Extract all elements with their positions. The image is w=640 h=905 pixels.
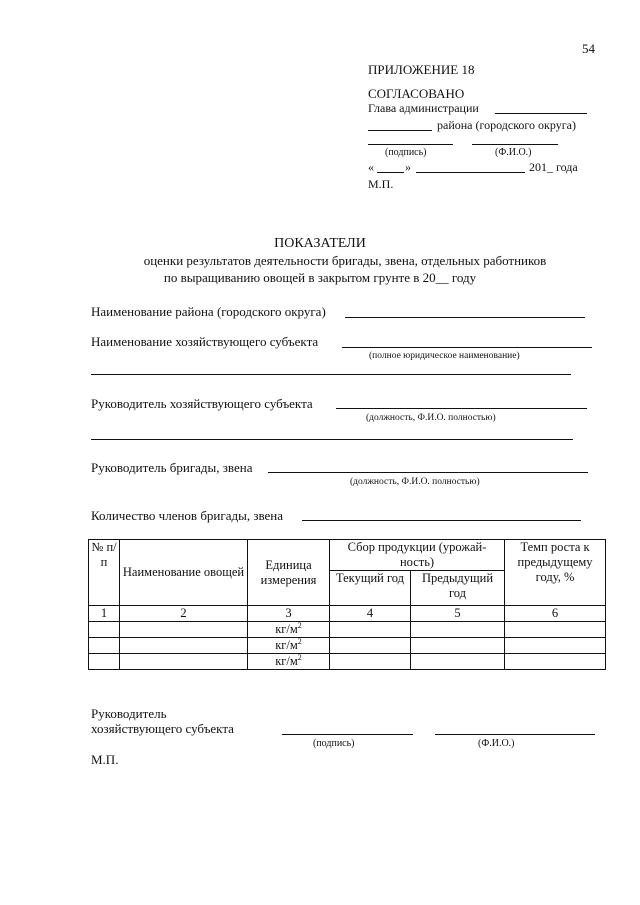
cell[interactable] (120, 654, 248, 670)
col-number: 5 (411, 606, 505, 622)
cell[interactable] (330, 638, 411, 654)
stamp-top: М.П. (368, 177, 394, 191)
agreed-label: СОГЛАСОВАНО (368, 86, 465, 101)
header-growth: Темп роста к предыдущему году, % (505, 540, 606, 606)
brigade-head-label: Руководитель бригады, звена (91, 460, 253, 475)
brigade-head-line[interactable] (268, 472, 588, 473)
header-num: № п/п (89, 540, 120, 606)
members-count-label: Количество членов бригады, звена (91, 508, 284, 523)
cell[interactable] (411, 654, 505, 670)
unit-cell: $кг/м^2$ (248, 622, 330, 638)
sign-line (368, 144, 453, 145)
table-row (89, 622, 606, 638)
cell[interactable] (330, 654, 411, 670)
district-name-label: Наименование района (городского округа) (91, 304, 326, 319)
indicators-table (88, 539, 606, 670)
fio-caption: (Ф.И.О.) (495, 147, 532, 158)
entity-head-line-2[interactable] (91, 439, 573, 440)
year-label: 201_ года (529, 160, 578, 174)
unit-cell: $кг/м^2$ (248, 638, 330, 654)
cell[interactable] (411, 622, 505, 638)
footer-fio-caption: (Ф.И.О.) (478, 738, 515, 749)
col-number: 4 (330, 606, 411, 622)
col-number: 3 (248, 606, 330, 622)
fio-line (472, 144, 558, 145)
cell[interactable] (89, 622, 120, 638)
header-current: Текущий год (330, 571, 411, 606)
footer-sign-line[interactable] (282, 734, 413, 735)
col-number: 2 (120, 606, 248, 622)
page-number: 54 (582, 41, 595, 56)
doc-subtitle-1: оценки результатов деятельности бригады, звена, отдельных работников (143, 253, 547, 268)
entity-name-line[interactable] (342, 347, 592, 348)
entity-name-label: Наименование хозяйствующего субъекта (91, 334, 319, 349)
date-open-quote: « (368, 160, 374, 174)
col-number: 6 (505, 606, 606, 622)
cell[interactable] (120, 638, 248, 654)
header-previous: Предыдущий год (411, 571, 505, 606)
footer-sign-caption: (подпись) (313, 738, 355, 749)
entity-head-caption: (должность, Ф.И.О. полностью) (366, 413, 496, 423)
district-label: района (городского округа) (437, 118, 576, 132)
day-line (377, 172, 404, 173)
header-unit: Единица измерения (248, 540, 330, 606)
header-harvest: Сбор продукции (урожай-ность) (330, 540, 505, 571)
unit-cell: $кг/м^2$ (248, 654, 330, 670)
entity-name-caption: (полное юридическое наименование) (369, 351, 520, 361)
district-line (368, 130, 432, 131)
doc-title: ПОКАЗАТЕЛИ (274, 236, 366, 251)
footer-head-line1: Руководитель (91, 706, 167, 721)
doc-subtitle-2: по выращиванию овощей в закрытом грунте в 20__ году (163, 270, 477, 285)
cell[interactable] (89, 638, 120, 654)
district-name-line[interactable] (345, 317, 585, 318)
footer-head-line2: хозяйствующего субъекта (91, 721, 234, 736)
footer-fio-line[interactable] (435, 734, 595, 735)
column-number-row (89, 606, 606, 622)
header-name: Наименование овощей (120, 540, 248, 606)
month-line (416, 172, 525, 173)
table-row (89, 654, 606, 670)
cell[interactable] (120, 622, 248, 638)
footer-stamp: М.П. (91, 752, 119, 767)
table-row (89, 638, 606, 654)
cell[interactable] (505, 622, 606, 638)
sign-caption: (подпись) (385, 147, 427, 158)
cell[interactable] (505, 654, 606, 670)
appendix-label: ПРИЛОЖЕНИЕ 18 (368, 62, 475, 77)
cell[interactable] (89, 654, 120, 670)
col-number: 1 (89, 606, 120, 622)
cell[interactable] (505, 638, 606, 654)
head-admin-label: Глава администрации (368, 101, 479, 115)
brigade-head-caption: (должность, Ф.И.О. полностью) (350, 477, 480, 487)
cell[interactable] (411, 638, 505, 654)
date-close-quote: » (405, 160, 411, 174)
head-admin-line (495, 113, 587, 114)
cell[interactable] (330, 622, 411, 638)
entity-head-label: Руководитель хозяйствующего субъекта (91, 396, 313, 411)
members-count-line[interactable] (302, 520, 581, 521)
entity-head-line[interactable] (336, 408, 587, 409)
entity-name-line-2[interactable] (91, 374, 571, 375)
